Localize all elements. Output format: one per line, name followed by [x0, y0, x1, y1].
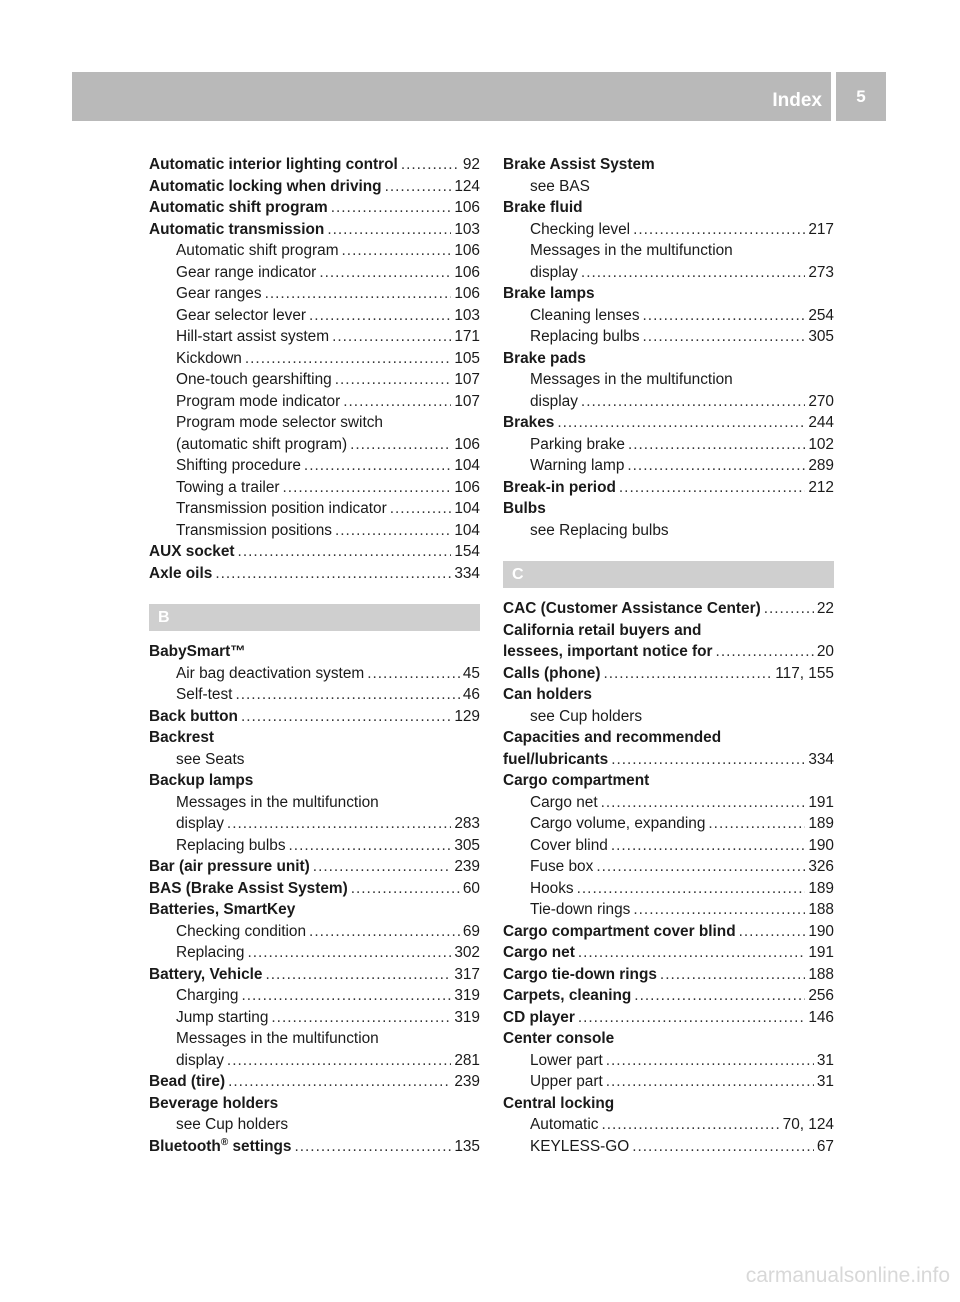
leader-dots [283, 477, 452, 499]
entry-text: Hill-start assist system [176, 328, 330, 345]
index-subentry [503, 835, 834, 857]
entry-text: Shifting procedure [176, 457, 301, 474]
index-entry-bluetooth [149, 1136, 480, 1158]
entry-text: Calls (phone) [503, 664, 601, 682]
index-subentry [503, 1071, 834, 1093]
index-block-a [149, 154, 480, 584]
leader-dots [351, 878, 460, 900]
entry-page: 289 [808, 457, 834, 474]
index-block-brakes [503, 154, 834, 541]
leader-dots [708, 813, 805, 835]
entry-page: 239 [454, 858, 480, 875]
leader-dots [627, 455, 805, 477]
entry-page: 217 [808, 220, 834, 238]
entry-page: 20 [816, 643, 834, 660]
entry-page: 70, 124 [782, 1116, 834, 1133]
entry-page: 191 [808, 793, 834, 811]
index-subentry [503, 391, 834, 413]
entry-text: Program mode indicator [176, 392, 341, 410]
index-heading: BabySmart™ [149, 643, 246, 660]
entry-text: Brakes [503, 414, 555, 431]
entry-page: 171 [454, 328, 480, 345]
entry-page: 319 [454, 987, 480, 1004]
entry-page: 283 [454, 815, 480, 832]
index-subentry [503, 262, 834, 284]
index-heading: Center console [503, 1030, 615, 1047]
index-subentry [149, 663, 480, 685]
index-block-c [503, 598, 834, 1157]
index-subentry [149, 240, 480, 262]
entry-text: Lower part [530, 1051, 603, 1069]
entry-text: Charging [176, 987, 239, 1004]
leader-dots [343, 391, 451, 413]
watermark: carmanualsonline.info [745, 1264, 950, 1287]
index-heading: Batteries, SmartKey [149, 901, 296, 918]
index-subentry [149, 477, 480, 499]
entry-page: 190 [808, 836, 834, 854]
index-entry [149, 176, 480, 198]
index-subline: see Cup holders [530, 707, 643, 725]
index-heading: Brake Assist System [503, 156, 655, 173]
leader-dots [331, 197, 452, 219]
leader-dots [577, 878, 806, 900]
index-subentry [149, 326, 480, 348]
index-subentry [149, 369, 480, 391]
leader-dots [385, 176, 452, 198]
entry-text: Checking condition [176, 922, 307, 940]
entry-text: fuel/lubricants [503, 750, 609, 768]
leader-dots [304, 455, 451, 477]
entry-page: 135 [454, 1137, 480, 1155]
index-subentry [503, 434, 834, 456]
index-entry [149, 541, 480, 563]
index-entry [503, 641, 834, 663]
index-subline: Messages in the multifunction [176, 1030, 379, 1047]
leader-dots [390, 498, 452, 520]
entry-text: Cargo net [503, 944, 575, 961]
index-heading: Can holders [503, 686, 592, 703]
index-heading: Brake pads [503, 349, 586, 367]
index-heading: Central locking [503, 1094, 615, 1112]
entry-page: 191 [808, 944, 834, 961]
leader-dots [578, 942, 805, 964]
index-entry [503, 412, 834, 434]
entry-text: Automatic interior lighting control [149, 156, 398, 173]
leader-dots [247, 942, 451, 964]
leader-dots [367, 663, 460, 685]
index-subline: Messages in the multifunction [530, 371, 733, 388]
entry-page: 270 [808, 392, 834, 410]
entry-text: Break-in period [503, 478, 616, 496]
leader-dots [289, 835, 452, 857]
index-entry [503, 921, 834, 943]
entry-text: BAS (Brake Assist System) [149, 879, 348, 897]
entry-text: Cargo compartment cover blind [503, 922, 736, 940]
entry-page: 334 [454, 564, 480, 582]
index-entry [149, 1071, 480, 1093]
entry-text: Carpets, cleaning [503, 987, 632, 1004]
leader-dots [764, 598, 814, 620]
leader-dots [265, 283, 452, 305]
index-subentry [149, 455, 480, 477]
leader-dots [401, 154, 460, 176]
index-subentry [149, 520, 480, 542]
section-title: Index [772, 90, 822, 111]
leader-dots [294, 1136, 451, 1158]
index-subentry [149, 283, 480, 305]
registered-mark: ® [220, 1136, 229, 1148]
index-heading: Bulbs [503, 500, 546, 517]
leader-dots [606, 1050, 814, 1072]
entry-text: display [530, 263, 578, 281]
entry-page: 212 [808, 478, 834, 496]
index-subentry [149, 942, 480, 964]
entry-page: 146 [808, 1008, 834, 1026]
index-subentry [503, 1136, 834, 1158]
entry-text: One-touch gearshifting [176, 371, 332, 388]
entry-page: 106 [454, 242, 480, 259]
index-entry [503, 477, 834, 499]
entry-page: 106 [454, 263, 480, 281]
leader-dots [660, 964, 805, 986]
leader-dots [332, 326, 451, 348]
leader-dots [596, 856, 805, 878]
leader-dots [228, 1071, 451, 1093]
leader-dots [335, 369, 452, 391]
index-subentry [503, 792, 834, 814]
entry-page: 239 [454, 1073, 480, 1090]
entry-text: (automatic shift program) [176, 435, 348, 453]
index-entry [149, 219, 480, 241]
section-header-b: B [149, 604, 480, 631]
entry-text: Kickdown [176, 349, 242, 367]
index-entry [503, 964, 834, 986]
entry-page: 106 [454, 435, 480, 453]
entry-page: 256 [808, 987, 834, 1004]
leader-dots [309, 305, 451, 327]
entry-page: 104 [454, 521, 480, 539]
index-subentry [149, 985, 480, 1007]
entry-text: CD player [503, 1008, 575, 1026]
leader-dots [241, 985, 451, 1007]
left-column [149, 154, 480, 1157]
entry-text: Transmission position indicator [176, 500, 387, 517]
entry-text: Axle oils [149, 564, 213, 582]
leader-dots [643, 305, 806, 327]
entry-text: Cleaning lenses [530, 306, 640, 324]
leader-dots [271, 1007, 451, 1029]
entry-page: 319 [454, 1008, 480, 1026]
index-subentry [149, 498, 480, 520]
index-subentry [503, 813, 834, 835]
entry-page: 326 [808, 858, 834, 875]
index-subline: Messages in the multifunction [176, 793, 379, 811]
index-subentry [149, 305, 480, 327]
entry-page: 302 [454, 944, 480, 961]
entry-page: 189 [808, 879, 834, 897]
leader-dots [581, 391, 805, 413]
index-entry [503, 749, 834, 771]
page-number: 5 [836, 72, 886, 121]
index-subentry [149, 1050, 480, 1072]
index-subentry [149, 1007, 480, 1029]
index-entry [149, 964, 480, 986]
entry-text: Automatic [530, 1116, 599, 1133]
leader-dots [619, 477, 805, 499]
index-subline: see Replacing bulbs [530, 521, 669, 539]
index-entry [503, 598, 834, 620]
index-entry [149, 706, 480, 728]
entry-text: Jump starting [176, 1008, 269, 1026]
index-subentry [149, 434, 480, 456]
index-subentry [503, 856, 834, 878]
entry-page: 188 [808, 901, 834, 918]
leader-dots [227, 813, 451, 835]
entry-page: 254 [808, 306, 834, 324]
entry-page: 104 [454, 457, 480, 474]
index-subentry [149, 921, 480, 943]
index-heading: California retail buyers and [503, 621, 702, 639]
entry-page: 107 [454, 371, 480, 388]
entry-text: Towing a trailer [176, 478, 280, 496]
index-subentry [503, 219, 834, 241]
index-heading: Brake fluid [503, 199, 583, 216]
entry-text: Cover blind [530, 836, 608, 854]
leader-dots [319, 262, 451, 284]
header-bar [72, 72, 831, 121]
entry-page: 104 [454, 500, 480, 517]
entry-text: Air bag deactivation system [176, 664, 365, 682]
entry-page: 188 [808, 965, 834, 983]
entry-page: 60 [462, 879, 480, 897]
index-subline: Messages in the multifunction [530, 242, 733, 259]
index-heading: Cargo compartment [503, 772, 650, 789]
entry-page: 305 [454, 836, 480, 854]
entry-text: Bar (air pressure unit) [149, 858, 310, 875]
index-subentry [503, 1114, 834, 1136]
entry-page: 281 [454, 1051, 480, 1069]
index-entry [503, 942, 834, 964]
leader-dots [245, 348, 451, 370]
entry-page: 103 [454, 220, 480, 238]
leader-dots [327, 219, 451, 241]
leader-dots [601, 1114, 779, 1136]
entry-page: 244 [808, 414, 834, 431]
entry-text: Battery, Vehicle [149, 965, 263, 983]
index-subentry [503, 305, 834, 327]
entry-page: 154 [454, 543, 480, 560]
index-entry [503, 1007, 834, 1029]
entry-text: Bead (tire) [149, 1073, 226, 1090]
index-subentry [503, 899, 834, 921]
entry-page: 102 [808, 435, 834, 453]
leader-dots [581, 262, 805, 284]
entry-text: Upper part [530, 1073, 603, 1090]
entry-text: lessees, important notice for [503, 643, 713, 660]
entry-text-suffix: settings [228, 1137, 292, 1155]
leader-dots [611, 835, 805, 857]
index-subline: see Cup holders [176, 1116, 289, 1133]
index-entry [149, 856, 480, 878]
leader-dots [633, 219, 805, 241]
leader-dots [241, 706, 451, 728]
leader-dots [235, 684, 459, 706]
index-subentry [503, 326, 834, 348]
leader-dots [335, 520, 451, 542]
leader-dots [716, 641, 814, 663]
entry-text: display [176, 815, 224, 832]
index-heading: Beverage holders [149, 1094, 279, 1112]
index-entry [149, 197, 480, 219]
section-header-c: C [503, 561, 834, 588]
entry-text: Cargo net [530, 793, 598, 811]
entry-page: 190 [808, 922, 834, 940]
entry-page: 103 [454, 306, 480, 324]
index-entry [503, 663, 834, 685]
entry-page: 45 [462, 664, 480, 682]
index-subentry [149, 262, 480, 284]
leader-dots [632, 1136, 814, 1158]
entry-text: Automatic shift program [149, 199, 328, 216]
entry-text: display [530, 392, 578, 410]
entry-text: Self-test [176, 686, 233, 703]
index-heading: Backrest [149, 729, 215, 746]
leader-dots [578, 1007, 805, 1029]
index-heading: Backup lamps [149, 772, 254, 789]
entry-page: 31 [816, 1051, 834, 1069]
leader-dots [266, 964, 452, 986]
leader-dots [227, 1050, 451, 1072]
index-heading: Capacities and recommended [503, 729, 722, 746]
entry-page: 129 [454, 707, 480, 725]
entry-text: Gear range indicator [176, 263, 317, 281]
entry-page: 46 [462, 686, 480, 703]
leader-dots [643, 326, 806, 348]
entry-text: Hooks [530, 879, 574, 897]
leader-dots [309, 921, 460, 943]
entry-page: 273 [808, 263, 834, 281]
entry-page: 92 [462, 156, 480, 173]
entry-text: Replacing bulbs [176, 836, 286, 854]
index-subentry [503, 878, 834, 900]
entry-text: KEYLESS-GO [530, 1137, 630, 1155]
index-subline: see BAS [530, 177, 590, 195]
entry-text: Automatic locking when driving [149, 177, 382, 195]
entry-text: AUX socket [149, 543, 235, 560]
entry-text: Gear selector lever [176, 306, 307, 324]
leader-dots [603, 663, 772, 685]
index-subentry [503, 1050, 834, 1072]
index-entry [503, 985, 834, 1007]
index-subentry [503, 455, 834, 477]
leader-dots [739, 921, 806, 943]
entry-page: 22 [816, 600, 834, 617]
entry-text: display [176, 1051, 224, 1069]
leader-dots [601, 792, 806, 814]
entry-page: 305 [808, 328, 834, 345]
index-subline: Program mode selector switch [176, 414, 383, 431]
entry-page: 31 [816, 1073, 834, 1090]
entry-text: Fuse box [530, 858, 594, 875]
index-heading: Brake lamps [503, 285, 595, 302]
index-subentry [149, 813, 480, 835]
index-entry [149, 154, 480, 176]
index-entry [149, 878, 480, 900]
leader-dots [611, 749, 805, 771]
entry-text: Automatic transmission [149, 220, 325, 238]
entry-page: 106 [454, 199, 480, 216]
entry-text: Warning lamp [530, 457, 625, 474]
entry-page: 189 [808, 815, 834, 832]
entry-text: Transmission positions [176, 521, 332, 539]
entry-page: 105 [454, 349, 480, 367]
entry-page: 124 [454, 177, 480, 195]
leader-dots [238, 541, 452, 563]
leader-dots [557, 412, 805, 434]
entry-page: 107 [454, 392, 480, 410]
index-subentry [149, 835, 480, 857]
leader-dots [634, 985, 805, 1007]
entry-text: Replacing [176, 944, 245, 961]
entry-page: 67 [816, 1137, 834, 1155]
leader-dots [215, 563, 451, 585]
entry-page: 106 [454, 478, 480, 496]
index-subentry [149, 684, 480, 706]
entry-page: 106 [454, 285, 480, 302]
entry-page: 117, 155 [775, 664, 834, 682]
index-subentry [149, 391, 480, 413]
index-block-b [149, 641, 480, 1136]
entry-text: Tie-down rings [530, 901, 631, 918]
entry-text: Parking brake [530, 435, 625, 453]
right-column [503, 154, 834, 1157]
entry-text: CAC (Customer Assistance Center) [503, 600, 761, 617]
index-entry [149, 563, 480, 585]
leader-dots [350, 434, 451, 456]
leader-dots [628, 434, 805, 456]
leader-dots [313, 856, 452, 878]
entry-text: Automatic shift program [176, 242, 339, 259]
entry-text: Cargo tie-down rings [503, 965, 657, 983]
leader-dots [606, 1071, 814, 1093]
index-subentry [149, 348, 480, 370]
entry-text: Checking level [530, 220, 631, 238]
entry-text: Cargo volume, expanding [530, 815, 706, 832]
entry-text: Replacing bulbs [530, 328, 640, 345]
entry-text: Gear ranges [176, 285, 262, 302]
index-subline: see Seats [176, 750, 245, 768]
entry-page: 317 [454, 965, 480, 983]
entry-text: Bluetooth [149, 1137, 221, 1155]
leader-dots [342, 240, 452, 262]
entry-page: 69 [462, 922, 480, 940]
entry-page: 334 [808, 750, 834, 768]
entry-text: Back button [149, 707, 238, 725]
leader-dots [633, 899, 805, 921]
